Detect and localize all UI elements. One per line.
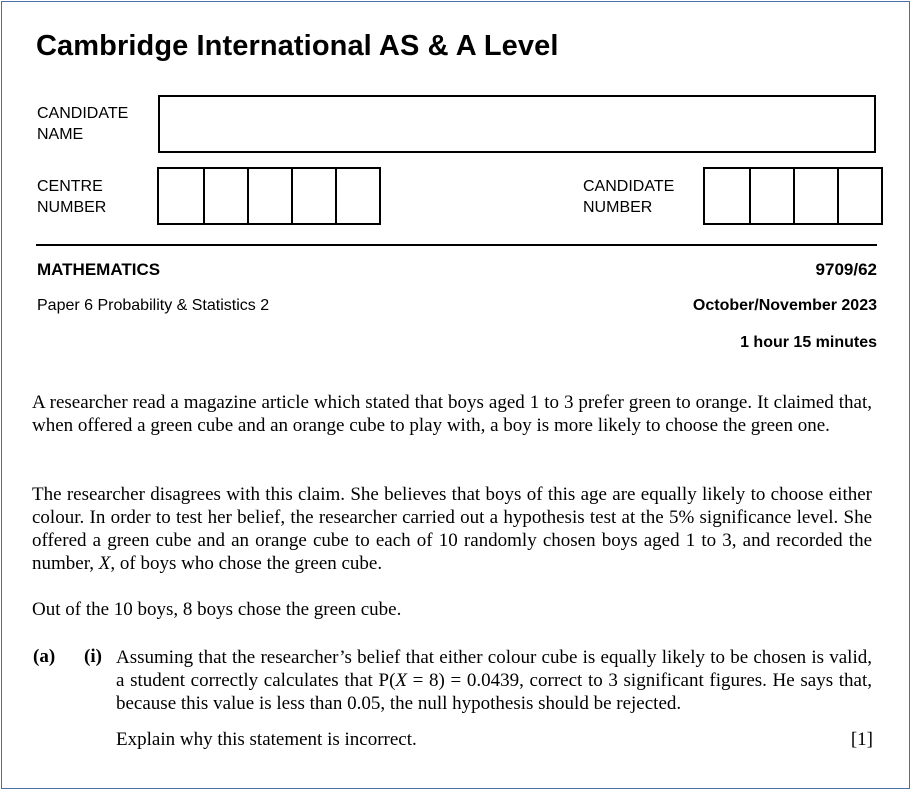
board-title: Cambridge International AS & A Level <box>36 30 559 62</box>
subpart-text: Assuming that the researcher’s belief that either colour cube is equally likely to be chosen is valid, a student correctly calculates that P(X = 8) = 0.0439, correct to 3 significant figures. He says that, because this value is less than 0.05, the null hypothesis should be rejected. <box>116 647 872 714</box>
subpart-label: (i) <box>84 646 102 667</box>
candidate-number-field[interactable] <box>703 167 883 225</box>
centre-number-digit-box[interactable] <box>247 169 291 223</box>
exam-session: October/November 2023 <box>692 297 877 314</box>
centre-number-digit-box[interactable] <box>335 169 379 223</box>
candidate-number-digit-box[interactable] <box>749 169 793 223</box>
marks-allocation: [1] <box>850 729 873 750</box>
candidate-number-digit-box[interactable] <box>837 169 881 223</box>
candidate-name-field[interactable] <box>158 95 876 153</box>
part-label: (a) <box>33 646 56 667</box>
centre-number-digit-box[interactable] <box>203 169 247 223</box>
centre-number-digit-box[interactable] <box>291 169 335 223</box>
exam-duration: 1 hour 15 minutes <box>740 334 877 351</box>
subject-title: MATHEMATICS <box>37 260 161 279</box>
question-intro-paragraph-1: A researcher read a magazine article which stated that boys aged 1 to 3 prefer green to orange. It claimed that, when offered a green cube and an orange cube to play with, a boy is more likely to choose the green one. <box>32 392 872 436</box>
centre-number-label: CENTRE NUMBER <box>37 178 107 216</box>
paper-code: 9709/62 <box>815 260 877 279</box>
centre-number-field[interactable] <box>157 167 381 225</box>
question-intro-paragraph-2: The researcher disagrees with this claim. She believes that boys of this age are equally likely to choose either colour. In order to test her belief, the researcher carried out a hypothesis test at the 5% significance level. She offered a green cube and an orange cube to each of 10 randomly chosen boys aged 1 to 3, and recorded the number, X, of boys who chose the green cube. <box>32 484 872 574</box>
header-divider <box>36 244 877 246</box>
question-instruction: Explain why this statement is incorrect. <box>116 729 417 750</box>
candidate-name-label: CANDIDATE NAME <box>37 105 129 143</box>
paper-name: Paper 6 Probability & Statistics 2 <box>37 297 270 314</box>
candidate-number-digit-box[interactable] <box>705 169 749 223</box>
candidate-number-label: CANDIDATE NUMBER <box>583 178 675 216</box>
centre-number-digit-box[interactable] <box>159 169 203 223</box>
question-intro-paragraph-3: Out of the 10 boys, 8 boys chose the green cube. <box>32 599 402 620</box>
candidate-number-digit-box[interactable] <box>793 169 837 223</box>
